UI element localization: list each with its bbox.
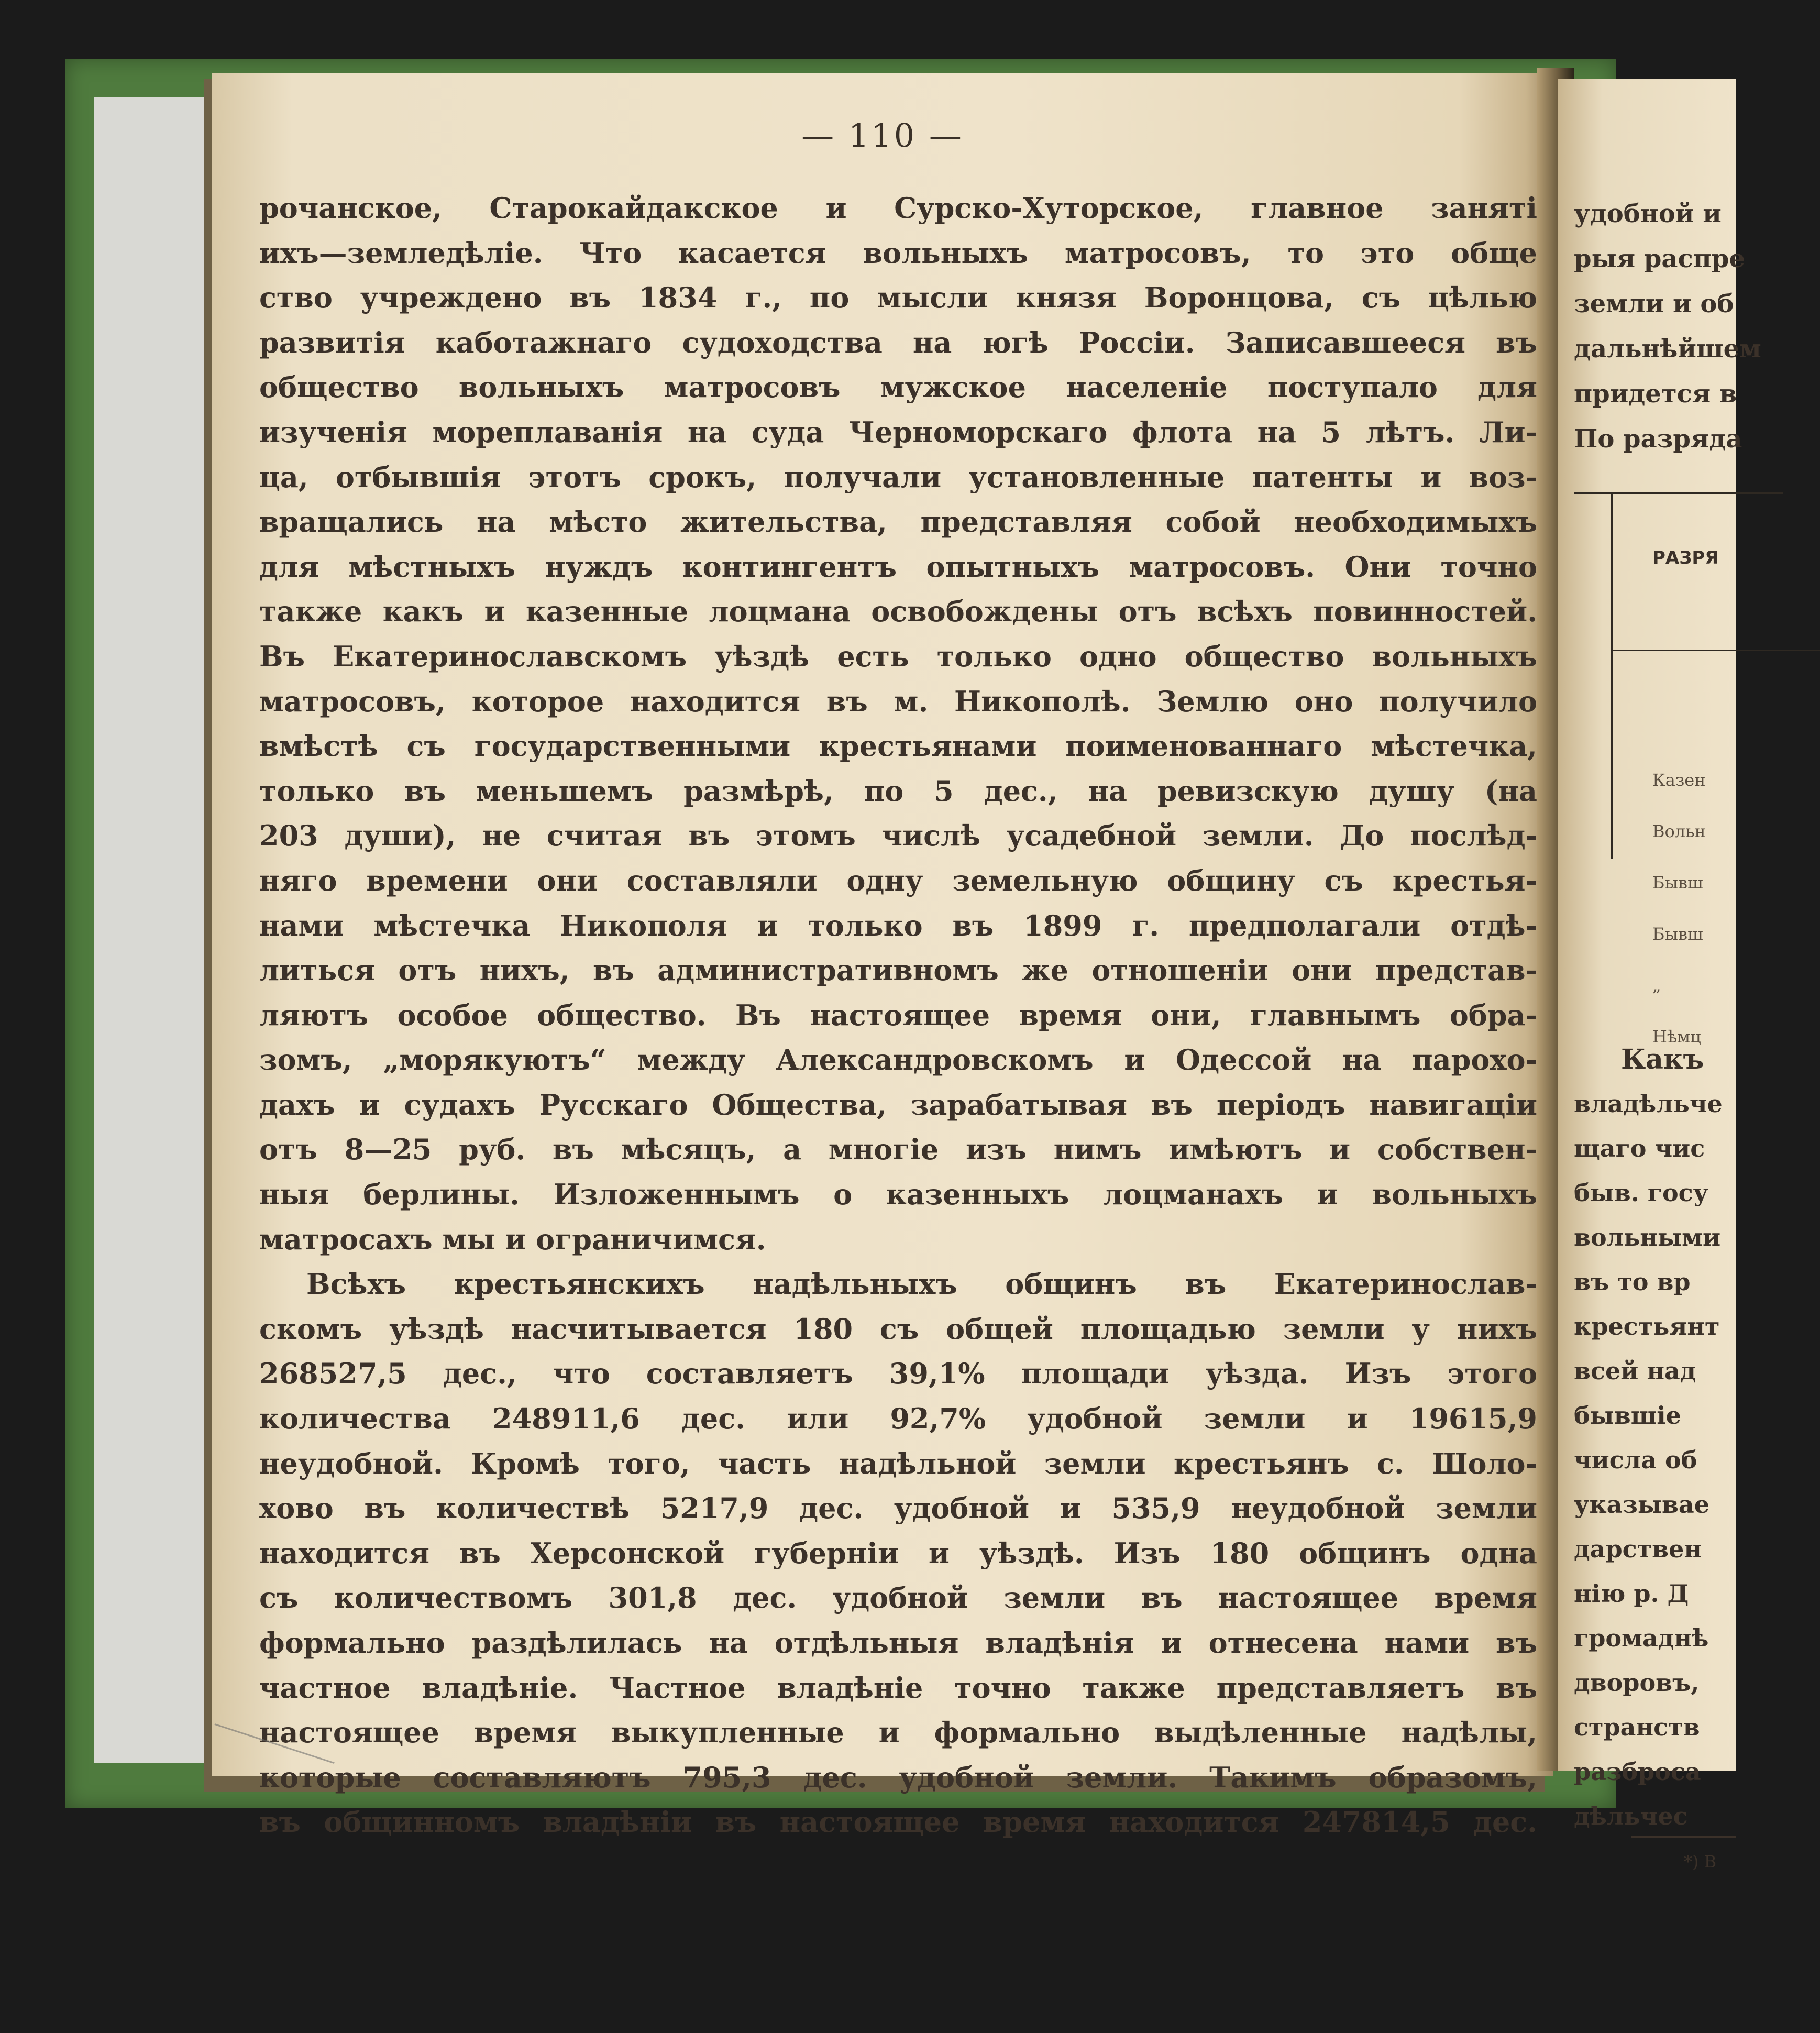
text-line: изученія мореплаванія на суда Черноморскаго флота на 5 лѣтъ. Ли- <box>259 415 1537 449</box>
table-row: Нѣмц <box>1652 1027 1701 1047</box>
table-row: Бывш <box>1652 924 1703 944</box>
table-top-rule <box>1574 492 1783 494</box>
text-line: всей над <box>1574 1357 1696 1385</box>
text-line: числа об <box>1574 1446 1697 1474</box>
text-line: удобной и <box>1574 199 1722 228</box>
text-line: дахъ и судахъ Русскаго Общества, зарабатывая въ періодъ навигаціи <box>259 1087 1537 1122</box>
text-line: быв. госу <box>1574 1179 1709 1207</box>
table-row: Бывш <box>1652 873 1703 893</box>
table-row-labels <box>1652 754 1706 1062</box>
text-line: матросовъ, которое находится въ м. Никополѣ. Землю оно получило <box>259 684 1537 718</box>
text-line: ныя берлины. Изложеннымъ о казенныхъ лоцманахъ и вольныхъ <box>259 1178 1537 1212</box>
text-line: 268527,5 дес., что составляетъ 39,1% площади уѣзда. Изъ этого <box>259 1357 1537 1391</box>
text-line: частное владѣніе. Частное владѣніе точно также представляетъ въ <box>259 1671 1537 1705</box>
text-line: только въ меньшемъ размѣрѣ, по 5 дес., на ревизскую душу (на <box>259 774 1537 808</box>
text-line: находится въ Херсонской губерніи и уѣздѣ. Изъ 180 общинъ одна <box>259 1536 1537 1570</box>
table-row: „ <box>1652 975 1661 995</box>
table-left-rule <box>1611 492 1613 859</box>
text-line: дѣльчес <box>1574 1802 1688 1830</box>
text-line: земли и об <box>1574 289 1734 318</box>
text-line: рыя распре <box>1574 244 1745 273</box>
text-line: скомъ уѣздѣ насчитывается 180 съ общей площадью земли у нихъ <box>259 1312 1537 1346</box>
text-line: ца, отбывшія этотъ срокъ, получали установленные патенты и воз- <box>259 460 1537 494</box>
text-line: также какъ и казенные лоцмана освобождены отъ всѣхъ повинностей. <box>259 595 1537 629</box>
text-line: матросахъ мы и ограничимся. <box>259 1222 766 1256</box>
text-line: разброса <box>1574 1757 1701 1786</box>
text-line: ство учреждено въ 1834 г., по мысли князя Воронцова, съ цѣлью <box>259 281 1537 315</box>
text-line: общество вольныхъ матросовъ мужское населеніе поступало для <box>259 370 1537 404</box>
table-header-rule <box>1611 650 1820 651</box>
right-page-lower-text <box>1574 1037 1723 1839</box>
text-line: вращались на мѣсто жительства, представляя собой необходимыхъ <box>259 505 1537 539</box>
text-line: хово въ количествѣ 5217,9 дес. удобной и 535,9 неудобной земли <box>259 1491 1537 1525</box>
text-line: развитія каботажнаго судоходства на югѣ Россіи. Записавшееся въ <box>259 325 1537 359</box>
text-line: вмѣстѣ съ государственными крестьянами поименованнаго мѣстечка, <box>259 729 1537 763</box>
footnote-rule <box>1631 1836 1736 1838</box>
text-line: 203 души), не считая въ этомъ числѣ усадебной земли. До послѣд- <box>259 819 1537 853</box>
table-row: Казен <box>1652 770 1706 790</box>
text-line: няго времени они составляли одну земельную общину съ крестья- <box>259 863 1537 897</box>
text-line: дворовъ, <box>1574 1668 1700 1697</box>
text-line: ихъ—земледѣліе. Что касается вольныхъ матросовъ, то это обще <box>259 236 1537 270</box>
text-line: дальнѣйшем <box>1574 334 1761 364</box>
text-line: формально раздѣлилась на отдѣльныя владѣнія и отнесена нами въ <box>259 1626 1537 1660</box>
text-line: настоящее время выкупленные и формально выдѣленные надѣлы, <box>259 1716 1537 1750</box>
text-line: рочанское, Старокайдакское и Сурско-Хуторское, главное заняті <box>259 191 1537 225</box>
text-line: съ количествомъ 301,8 дес. удобной земли въ настоящее время <box>259 1581 1537 1615</box>
text-line: щаго чис <box>1574 1134 1705 1162</box>
right-page-top-text <box>1574 191 1761 461</box>
text-line: громаднѣ <box>1574 1624 1709 1652</box>
footnote: *) В <box>1684 1852 1717 1872</box>
text-line: дарствен <box>1574 1535 1702 1563</box>
text-line: Какъ <box>1621 1043 1704 1075</box>
text-line: вольными <box>1574 1223 1721 1251</box>
page-block-edge <box>94 97 217 1763</box>
text-line: странств <box>1574 1713 1700 1741</box>
text-line: количества 248911,6 дес. или 92,7% удобной земли и 19615,9 <box>259 1402 1537 1436</box>
text-line: отъ 8—25 руб. въ мѣсяцъ, а многіе изъ нимъ имѣютъ и собствен- <box>259 1133 1537 1167</box>
text-line: придется в <box>1574 379 1737 409</box>
text-line: которые составляютъ 795,3 дес. удобной земли. Такимъ образомъ, <box>259 1760 1537 1794</box>
text-line: Всѣхъ крестьянскихъ надѣльныхъ общинъ въ Екатеринослав- <box>306 1267 1537 1301</box>
text-line: нами мѣстечка Никополя и только въ 1899 г. предполагали отдѣ- <box>259 908 1537 942</box>
page-number: — 110 — <box>801 116 964 155</box>
right-page <box>1558 79 1761 1872</box>
text-line: нію р. Д <box>1574 1579 1689 1608</box>
text-line: Въ Екатеринославскомъ уѣздѣ есть только одно общество вольныхъ <box>259 639 1537 673</box>
text-line: По разряда <box>1574 424 1742 454</box>
text-line: указывае <box>1574 1490 1709 1519</box>
text-line: для мѣстныхъ нуждъ контингентъ опытныхъ матросовъ. Они точно <box>259 550 1537 584</box>
table-row: Вольн <box>1652 821 1706 841</box>
left-page-body <box>259 186 1537 1845</box>
text-line: бывшіе <box>1574 1401 1681 1430</box>
text-line: въ то вр <box>1574 1268 1691 1296</box>
text-line: въ общинномъ владѣніи въ настоящее время находится 247814,5 дес. <box>259 1805 1537 1839</box>
text-line: крестьянт <box>1574 1312 1720 1340</box>
text-line: неудобной. Кромѣ того, часть надѣльной земли крестьянъ с. Шоло- <box>259 1446 1537 1480</box>
text-line: зомъ, „морякуютъ“ между Александровскомъ и Одессой на парохо- <box>259 1043 1537 1077</box>
text-line: ляютъ особое общество. Въ настоящее время они, главнымъ обра- <box>259 998 1537 1032</box>
text-line: владѣльче <box>1574 1090 1723 1118</box>
table-header: РАЗРЯ <box>1652 547 1719 568</box>
text-line: литься отъ нихъ, въ административномъ же отношеніи они представ- <box>259 953 1537 987</box>
